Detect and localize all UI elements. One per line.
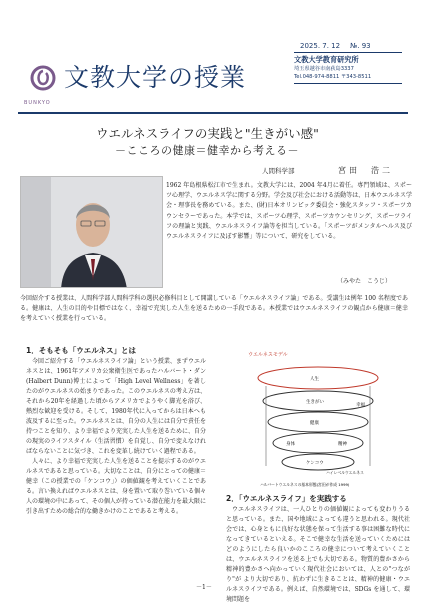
diagram-note: ハイレベルウエルネス — [326, 470, 364, 475]
author-name: 宮田 浩二 — [338, 166, 393, 175]
issue-number: №. 93 — [350, 42, 371, 50]
diagram-caption: ハルバートウエルネスの基本形態(宮田が作成 1999) — [260, 482, 350, 487]
section2-paragraph: ウエルネスライフは、一人ひとりの価値観によっても変わりうると思っている。また、国や地域によっても違うと思われる。現代社会では、心身ともに良好な状態を保って生活する事は困難な時代になってきているといえる。そこで健幸な生活を送っていくためにはどのようにしたら良いかのこころの健幸について考えていくことは、ウエルネスライフを送る上でも大切である。物質的豊かさから精神的豊かさへ向かっていく現代社会においては、人との"つながり"が より大切であり、抗わずに生きることは、精神的健康・ウエルネスライフである。例えば、自然環境では、SDGs を通して、環境問題を — [226, 506, 410, 603]
wellness-model-diagram — [246, 346, 396, 492]
institute-phone: Tel.048-974-8811 〒343-8511 — [294, 74, 372, 80]
diagram-label-1: 生きがい — [306, 400, 324, 405]
intro-paragraph: 今回紹介する授業は、人間科学部人間科学科の選択必修科目として開講している「ウエルネスライフ論」である。受講生は例年 100 名程度である。健康は、人生の目的や目標ではなく、幸福で充実した人生を送るための一手段である。本授業ではウエルネスライフの観点から健康＝健幸を考えていく授業を行っている。 — [20, 295, 408, 322]
author-department: 人間科学部 — [262, 167, 295, 175]
author-bio-signature: （みやた こうじ） — [337, 278, 392, 285]
diagram-label-2: 健康 — [310, 421, 319, 426]
right-column — [226, 494, 410, 605]
diagram-label-0: 人生 — [310, 377, 319, 382]
left-column — [26, 346, 206, 517]
diagram-title: ウエルネスモデル — [248, 352, 288, 358]
section2-heading: 2．「ウエルネスライフ」を実践する — [226, 494, 347, 503]
institute-box — [294, 52, 402, 84]
institute-name: 文教大学教育研究所 — [294, 55, 359, 64]
institute-address: 埼玉県越谷市南荻島3337 — [294, 66, 354, 72]
author-photo — [20, 176, 163, 288]
diagram-label-4: 精神 — [338, 442, 347, 447]
header-divider — [18, 112, 408, 114]
newsletter-title: 文教大学の授業 — [64, 63, 247, 92]
article-title: ウエルネスライフの実践と"生きがい感" — [96, 126, 319, 141]
section1-paragraph2: 人々に、より幸福で充実した人生を送ることを提示するのがウエルネスであると思っている。大切なことは、自分にとっての健康＝健幸（この授業での「ケンコウ」）の価値観を考えていくことである。言い換えればウエルネスとは、身を置いて取り巻いている個々人の環境の中にあって、その個人が持っている潜在能力を最大限に引き出すための総合的な働きかけのことであると考える。 — [26, 458, 207, 515]
issue-date: 2025. 7. 12 — [300, 42, 341, 50]
logo-text: BUNKYO — [24, 100, 51, 106]
diagram-label-6: 幸福 — [356, 403, 365, 408]
section1-heading: 1．そもそも「ウエルネス」とは — [26, 346, 136, 355]
section1-paragraph1: 今回ご紹介する「ウエルネスライフ論」という授業、まずウエルネスとは、1961年アメリカ公衆衛生医であったハルバート・ダン(Halbert Dunn)博士によって「High Level Wellness」を著したのがウエルネスの始まりであった。このウエルネスの考え方は、それから20年を経過した頃からアメリカでようやく脚光を浴び、熱烈な歓迎を受ける。そして、1980年代に入ってからは日本へも波及するに至った。ウエルネスとは、自分の人生には自分で責任を持つことを知り、より幸福でより充実した人生を送るために、自分の現実のライフスタイル（生活習慣）を自覚し、自分で変えなければならないことに気づき、これを変革し続けていく過程である。 — [26, 358, 207, 455]
diagram-label-5: ケンコウ — [306, 461, 324, 466]
author-bio: 1962 年島根県松江市で生まれ。文教大学には、2004 年4月に着任。専門領域は、スポーツ心理学、ウエルネス学に関する分野。学会及び社会における活動等は、日本ウエルネス学会・理事長を務めている。また、(財)日本オリンピック委員会・強化スタッフ・スポーツカウンセラーであった。本学では、スポーツ心理学、スポーツカウンセリング、スポーツライフの理論と実践、ウエルネスライフ論等を担当している。「スポーツがメンタルヘルス及びウエルネスライフに及ぼす影響」等について、研究をしている。 — [166, 182, 412, 241]
page-number: －1－ — [196, 584, 212, 591]
article-subtitle: －こころの健康＝健幸から考える－ — [115, 144, 299, 157]
logo-mark — [30, 62, 56, 98]
diagram-label-3: 身体 — [286, 442, 295, 447]
